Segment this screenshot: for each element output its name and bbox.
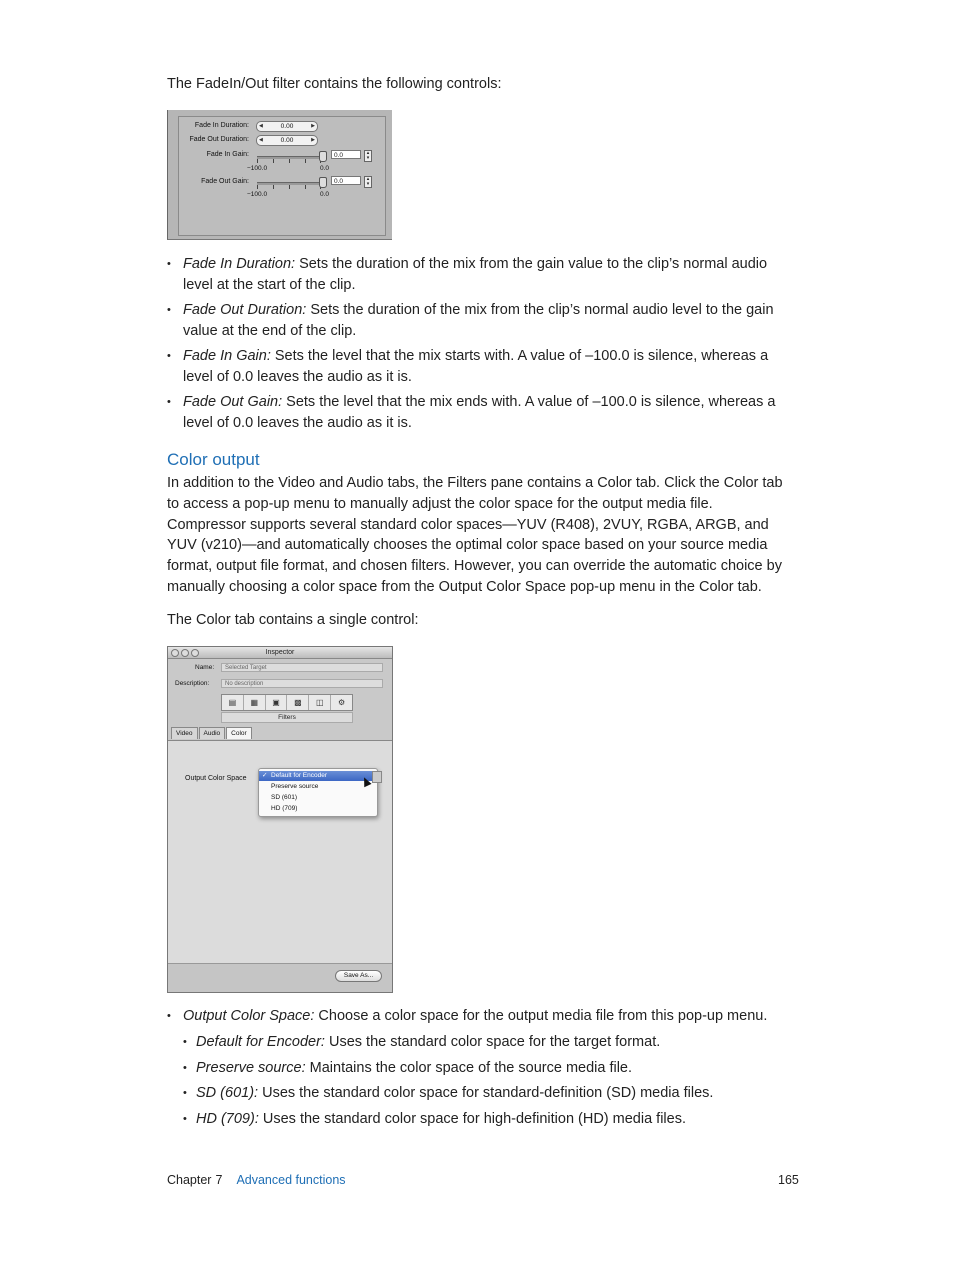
- fade-in-duration-label: Fade In Duration:: [194, 122, 249, 129]
- fade-in-gain-min: −100.0: [247, 165, 268, 172]
- filter-tabs: [171, 727, 253, 739]
- term: Default for Encoder:: [196, 1033, 325, 1050]
- list-item: [167, 254, 797, 296]
- fade-out-gain-max: 0.0: [320, 191, 330, 198]
- fade-out-gain-knob[interactable]: [319, 177, 327, 188]
- fade-in-gain-label: Fade In Gain:: [206, 151, 249, 158]
- right-arrow-icon: ▶: [311, 123, 315, 129]
- fade-out-duration-label: Fade Out Duration:: [189, 136, 249, 143]
- fade-out-gain-label: Fade Out Gain:: [201, 178, 249, 185]
- description: Sets the duration of the mix from the clip’s normal audio level to the gain value at the end of the clip.: [183, 302, 774, 339]
- name-field[interactable]: Selected Target: [221, 663, 383, 672]
- list-item: [183, 1032, 797, 1053]
- save-as-button[interactable]: Save As...: [335, 970, 382, 982]
- description: Sets the level that the mix ends with. A value of –100.0 is silence, whereas a level of 0.0 leaves the audio as it is.: [183, 394, 776, 432]
- menu-item-sd-601[interactable]: SD (601): [271, 794, 298, 801]
- color-space-popup-menu[interactable]: [258, 768, 378, 817]
- description: Uses the standard color space for the target format.: [324, 1033, 661, 1050]
- window-title: Inspector: [265, 649, 295, 656]
- controls-list: [167, 254, 797, 438]
- chapter-label: Chapter: [167, 1173, 212, 1187]
- fade-out-gain-spinner[interactable]: ▴ ▾: [364, 176, 372, 188]
- bottom-bar: [168, 963, 392, 992]
- intro-text: The FadeIn/Out filter contains the following controls:: [167, 76, 502, 92]
- fade-in-gain-max: 0.0: [320, 165, 330, 172]
- fade-out-duration-value: 0.00: [280, 137, 294, 144]
- description: Maintains the color space of the source media file.: [305, 1059, 633, 1076]
- term: HD (709):: [196, 1111, 259, 1128]
- page-number: 165: [778, 1173, 799, 1187]
- footer-chapter: [167, 1173, 346, 1187]
- term: Fade Out Duration:: [183, 302, 307, 319]
- actions-icon[interactable]: ⚙: [337, 698, 346, 707]
- description-field[interactable]: No description: [221, 679, 383, 688]
- term: SD (601):: [196, 1085, 259, 1102]
- list-item: [183, 1083, 797, 1104]
- menu-item-default-for-encoder[interactable]: [259, 771, 377, 781]
- list-item: [167, 346, 797, 388]
- menu-item-preserve-source[interactable]: Preserve source: [271, 783, 319, 790]
- titlebar: [168, 647, 392, 659]
- list-item: [167, 300, 797, 342]
- encoder-icon[interactable]: ▦: [244, 695, 266, 710]
- chapter-number: 7: [215, 1173, 223, 1187]
- fade-out-gain-min: −100.0: [247, 191, 268, 198]
- list-item: [167, 392, 797, 434]
- filters-icon[interactable]: ▩: [287, 695, 309, 710]
- menu-item-label: Default for Encoder: [271, 772, 328, 779]
- list-item: [183, 1109, 797, 1130]
- intro-text-2: The Color tab contains a single control:: [167, 612, 419, 628]
- fade-in-duration-value: 0.00: [280, 123, 294, 130]
- slider-ticks: [257, 159, 321, 164]
- fade-in-gain-knob[interactable]: [319, 151, 327, 162]
- menu-item-hd-709[interactable]: HD (709): [271, 805, 298, 812]
- term: Fade In Duration:: [183, 256, 296, 272]
- fade-out-duration-stepper[interactable]: [256, 135, 318, 146]
- description: Sets the level that the mix starts with. A value of –100.0 is silence, whereas a level of 0.0 leaves the audio as it is.: [183, 348, 769, 385]
- fade-in-duration-stepper[interactable]: [256, 121, 318, 132]
- tab-audio[interactable]: Audio: [199, 727, 226, 739]
- frame-controls-icon[interactable]: ▣: [266, 695, 288, 710]
- fade-out-gain-field[interactable]: 0.0: [331, 176, 361, 185]
- tab-video[interactable]: Video: [171, 727, 198, 739]
- color-pane: [168, 740, 392, 966]
- geometry-icon[interactable]: ◫: [309, 695, 331, 710]
- left-arrow-icon: ◀: [259, 137, 263, 143]
- description: Uses the standard color space for high-definition (HD) media files.: [258, 1111, 687, 1128]
- chapter-title-link[interactable]: Advanced functions: [236, 1173, 346, 1187]
- description: Sets the duration of the mix from the gain value to the clip’s normal audio level at the start of the clip.: [183, 256, 768, 293]
- list-item: [183, 1058, 797, 1079]
- summary-icon[interactable]: ▤: [222, 695, 244, 710]
- inspector-screenshot: [167, 646, 393, 993]
- checkmark-icon: ✓: [262, 772, 268, 779]
- color-space-sublist: [183, 1032, 797, 1130]
- name-label: Name:: [195, 664, 215, 671]
- right-arrow-icon: ▶: [311, 137, 315, 143]
- description: Uses the standard color space for standard-definition (SD) media files.: [258, 1085, 714, 1102]
- term: Fade In Gain:: [183, 348, 271, 365]
- term: Preserve source:: [196, 1059, 306, 1076]
- slider-ticks: [257, 185, 321, 190]
- output-color-space-label: Output Color Space: [185, 775, 247, 782]
- description-label: Description:: [175, 680, 210, 687]
- fade-in-gain-spinner[interactable]: ▴ ▾: [364, 150, 372, 162]
- fade-filter-screenshot: [167, 110, 392, 240]
- pane-title: Filters: [221, 712, 353, 723]
- term: Fade Out Gain:: [183, 394, 283, 411]
- list-item: [167, 1006, 797, 1130]
- color-controls-list: [167, 1006, 797, 1135]
- left-arrow-icon: ◀: [259, 123, 263, 129]
- inspector-toolbar: [221, 694, 353, 711]
- section-paragraph: In addition to the Video and Audio tabs, the Filters pane contains a Color tab. Click the Color tab to access a pop-up menu to manually adjust the color space for the output media file. Compressor supports several standard color spaces—YUV (R408), 2VUY, RGBA, ARGB, and YUV (v210)—and automatically chooses the optimal color space based on your source media format, output file format, and chosen filters. However, you can override the automatic choice by manually choosing a color space from the Output Color Space pop-up menu in the Color tab.: [167, 475, 783, 595]
- filter-panel: [178, 116, 386, 236]
- section-heading: Color output: [167, 450, 260, 469]
- description: Choose a color space for the output media file from this pop-up menu.: [314, 1008, 768, 1024]
- term: Output Color Space:: [183, 1008, 315, 1024]
- fade-in-gain-field[interactable]: 0.0: [331, 150, 361, 159]
- tab-color[interactable]: Color: [226, 727, 252, 739]
